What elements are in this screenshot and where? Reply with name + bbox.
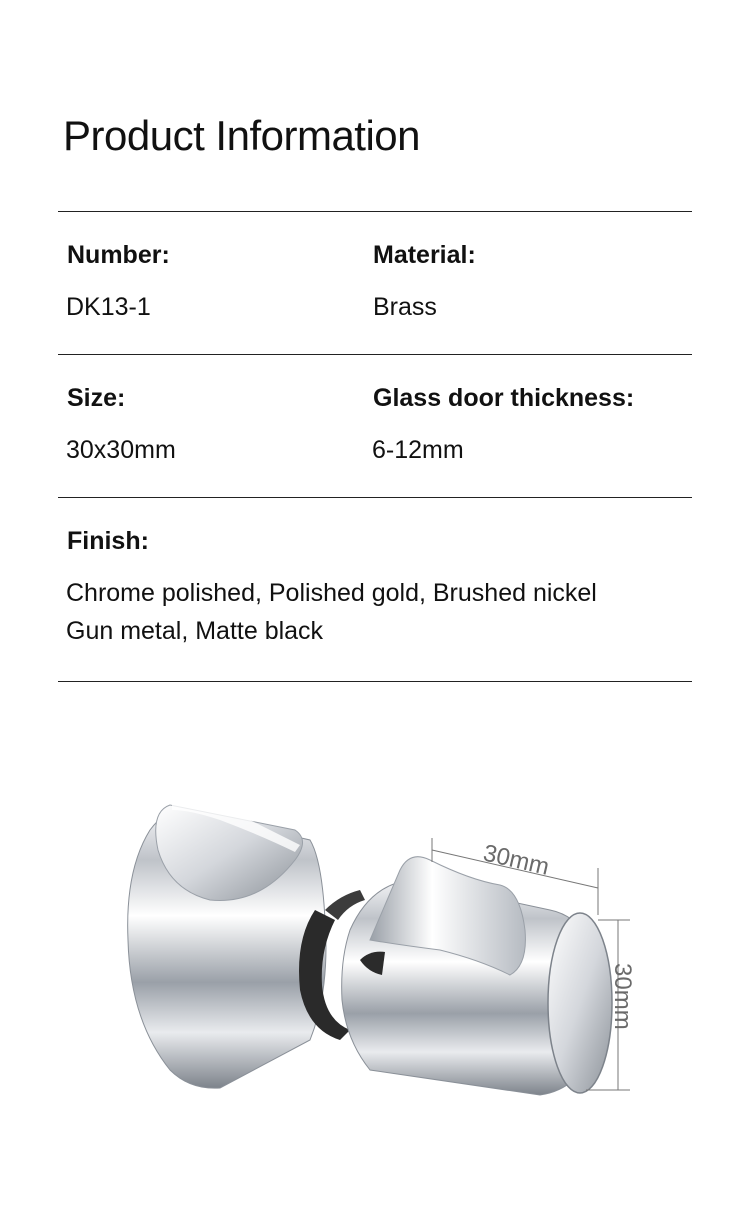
finish-label: Finish: — [67, 527, 149, 555]
finish-value-line: Gun metal, Matte black — [66, 617, 324, 645]
material-label: Material: — [373, 241, 476, 269]
left-knob — [128, 800, 326, 1088]
divider — [58, 497, 692, 498]
divider — [58, 211, 692, 212]
glass-thickness-label: Glass door thickness: — [373, 384, 635, 412]
width-dimension-label: 30mm — [480, 839, 552, 881]
number-label: Number: — [67, 241, 170, 269]
page-title: Product Information — [63, 112, 421, 159]
divider — [58, 354, 692, 355]
product-image — [110, 790, 650, 1110]
finish-value-line: Chrome polished, Polished gold, Brushed nickel — [66, 579, 597, 607]
number-value: DK13-1 — [66, 293, 151, 321]
glass-thickness-value: 6-12mm — [372, 436, 464, 464]
material-value: Brass — [373, 293, 437, 321]
size-value: 30x30mm — [66, 436, 176, 464]
size-label: Size: — [67, 384, 126, 412]
divider — [58, 681, 692, 682]
height-dimension-label: 30mm — [609, 963, 636, 1030]
right-knob — [342, 857, 612, 1095]
